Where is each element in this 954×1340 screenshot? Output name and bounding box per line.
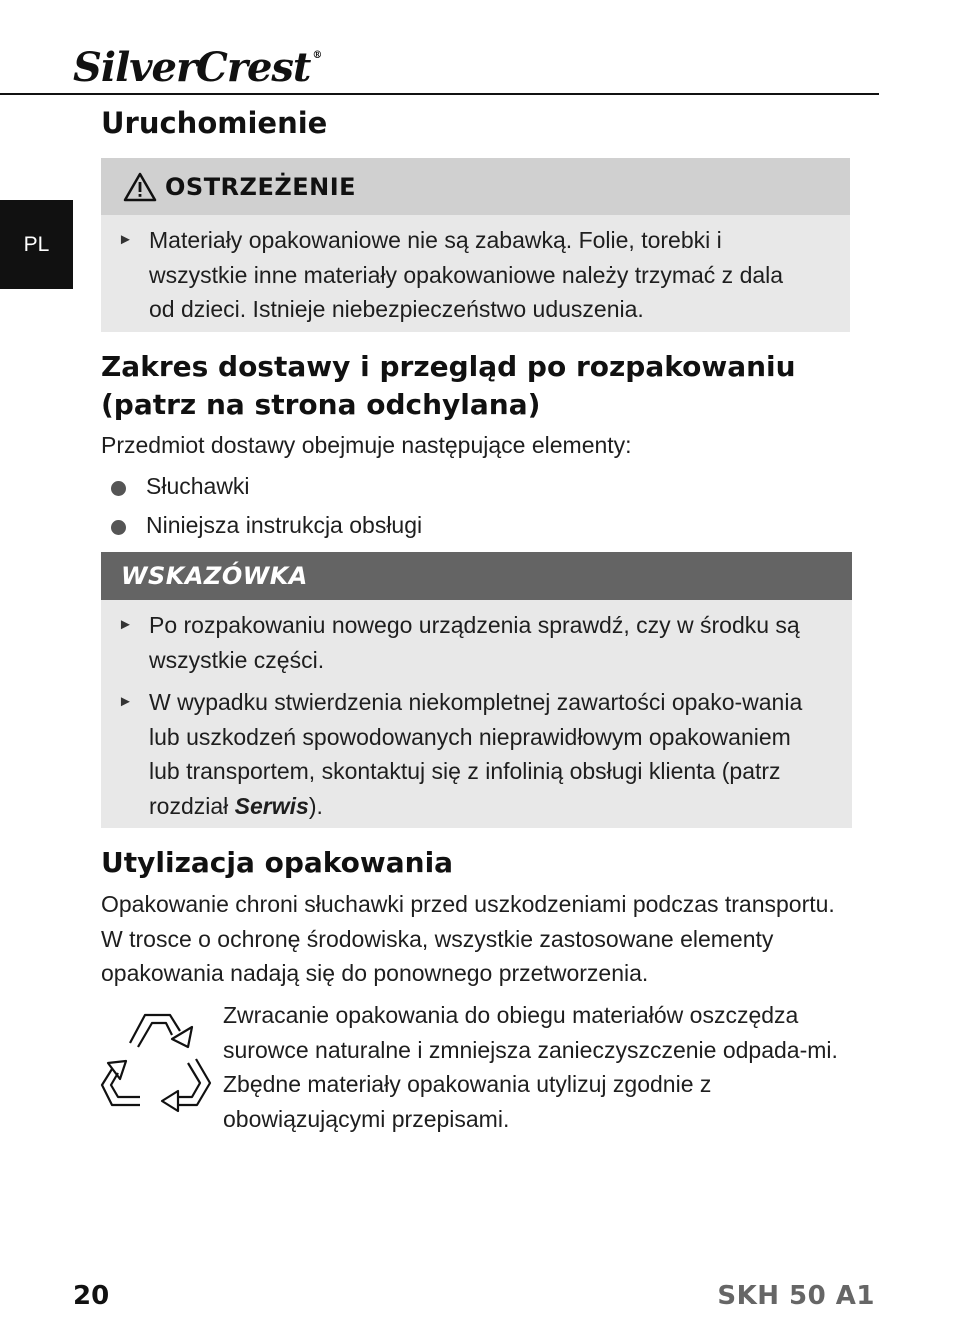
language-tab xyxy=(0,200,73,289)
list-item xyxy=(101,469,250,503)
note-header xyxy=(101,552,852,600)
note-item-suffix: ). xyxy=(308,792,323,819)
recycle-text: Zwracanie opakowania do obiegu materiałów oszczędza surowce naturalne i zmniejsza zanieczyszczenie odpada-mi. Zbędne materiały opakowania utylizuj zgodnie z obowiązującymi przepisami. xyxy=(223,1002,838,1132)
list-item xyxy=(101,508,422,542)
warning-body xyxy=(101,215,850,327)
disposal-text: Opakowanie chroni słuchawki przed uszkodzeniami podczas transportu. W trosce o ochronę środowiska, wszystkie zastosowane elementy opakowania nadają się do ponownego przetworzenia. xyxy=(101,891,835,986)
service-chapter-reference: Serwis xyxy=(234,792,309,819)
brand-logo xyxy=(73,44,321,91)
note-item xyxy=(101,685,822,823)
arrow-bullet-icon: ► xyxy=(118,693,133,710)
header-rule xyxy=(0,93,879,95)
warning-label: OSTRZEŻENIE xyxy=(165,172,357,201)
delivery-intro: Przedmiot dostawy obejmuje następujące elementy: xyxy=(101,432,632,458)
section-title-startup: Uruchomienie xyxy=(101,106,328,140)
warning-triangle-icon xyxy=(123,172,157,202)
delivery-title-line2: (patrz na strona odchylana) xyxy=(101,388,541,421)
note-item xyxy=(101,608,822,677)
list-item-text: Słuchawki xyxy=(146,473,250,499)
note-item-text: Po rozpakowaniu nowego urządzenia sprawdź, czy w środku są wszystkie części. xyxy=(149,612,800,673)
note-item-text: W wypadku stwierdzenia niekompletnej zawartości opako-wania lub uszkodzeń spowodowanych nieprawidłowym opakowaniem lub transportem, skontaktuj się z infolinią obsługi klienta (patrz rozdział xyxy=(149,689,803,819)
warning-item xyxy=(101,223,810,327)
warning-header xyxy=(101,158,850,215)
list-item-text: Niniejsza instrukcja obsługi xyxy=(146,512,423,538)
warning-box xyxy=(101,158,850,332)
note-body xyxy=(101,600,852,823)
bullet-dot-icon xyxy=(111,481,126,496)
note-box xyxy=(101,552,852,828)
language-tab-label: PL xyxy=(23,232,50,256)
note-label: WSKAZÓWKA xyxy=(121,562,308,590)
brand-name: SilverCrest xyxy=(73,44,311,91)
delivery-title-line1: Zakres dostawy i przegląd po rozpakowaniu xyxy=(101,350,796,383)
page-number: 20 xyxy=(73,1281,110,1311)
model-number: SKH 50 A1 xyxy=(717,1281,875,1311)
arrow-bullet-icon: ► xyxy=(118,616,133,633)
section-title-disposal: Utylizacja opakowania xyxy=(101,846,454,879)
arrow-bullet-icon: ► xyxy=(118,231,133,248)
section-title-delivery xyxy=(101,348,796,424)
registered-mark: ® xyxy=(312,50,322,61)
recycle-icon xyxy=(100,1003,214,1113)
bullet-dot-icon xyxy=(111,520,126,535)
warning-item-text: Materiały opakowaniowe nie są zabawką. Folie, torebki i wszystkie inne materiały opakowaniowe należy trzymać z dala od dzieci. Istnieje niebezpieczeństwo uduszenia. xyxy=(149,227,784,322)
